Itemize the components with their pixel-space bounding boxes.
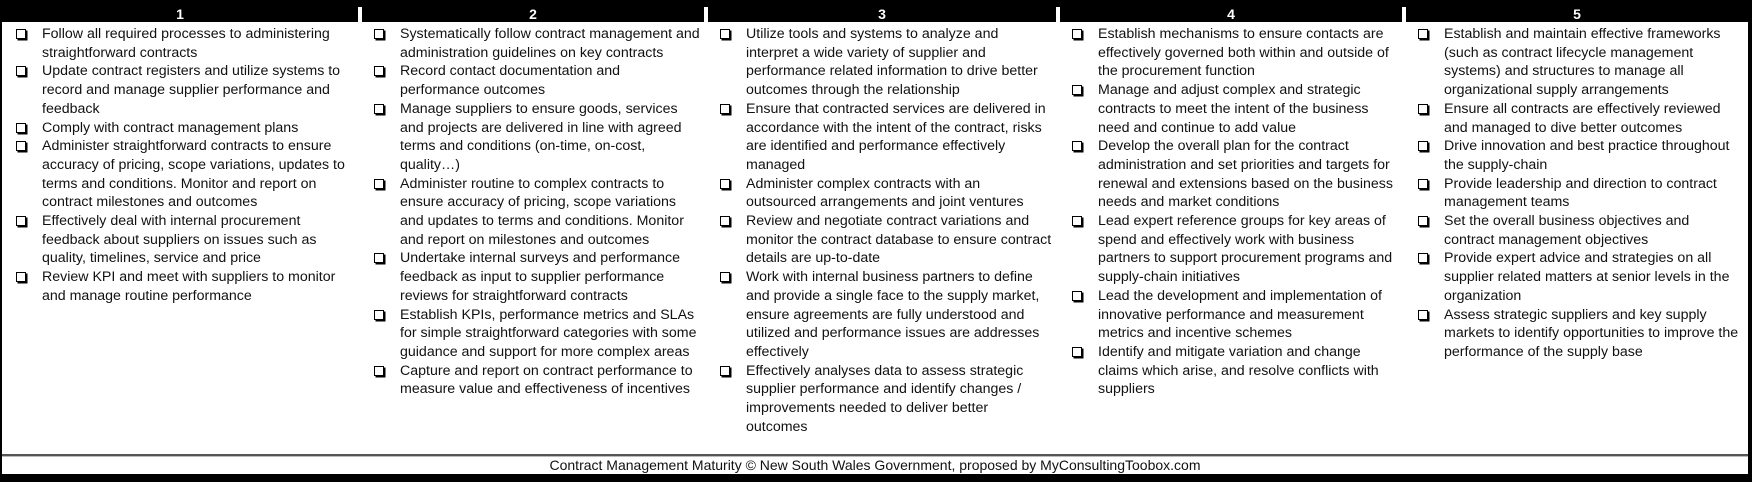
criteria-item bbox=[14, 268, 354, 305]
maturity-level-column-2 bbox=[360, 7, 706, 455]
checkbox-bullet-icon bbox=[1418, 104, 1428, 114]
maturity-matrix bbox=[2, 7, 1748, 474]
checkbox-bullet-icon bbox=[720, 29, 730, 39]
criteria-item bbox=[372, 25, 700, 62]
criteria-text: Record contact documentation and performance outcomes bbox=[400, 63, 621, 99]
criteria-text: Provide expert advice and strategies on all supplier related matters at senior levels in the organization bbox=[1444, 250, 1730, 304]
criteria-text: Establish and maintain effective frameworks (such as contract lifecycle management systems) and structures to manage all organizational supply arrangements bbox=[1444, 26, 1721, 99]
checkbox-bullet-icon bbox=[1418, 179, 1428, 189]
criteria-text: Update contract registers and utilize systems to record and manage supplier performance and feedback bbox=[42, 63, 341, 117]
criteria-text: Follow all required processes to administering straightforward contracts bbox=[42, 26, 330, 61]
checkbox-bullet-icon bbox=[720, 104, 730, 114]
checkbox-bullet-icon bbox=[374, 29, 384, 39]
criteria-text: Effectively deal with internal procurement feedback about suppliers on issues such as quality, timelines, service and price bbox=[42, 213, 317, 267]
checkbox-bullet-icon bbox=[720, 366, 730, 376]
maturity-columns bbox=[2, 7, 1748, 455]
criteria-list bbox=[2, 22, 360, 306]
criteria-item bbox=[14, 137, 354, 212]
criteria-item bbox=[14, 212, 354, 268]
criteria-text: Work with internal business partners to define and provide a single face to the supply market, ensure agreements are fully understood and utilized and performance issues are addresses effectively bbox=[746, 269, 1040, 360]
checkbox-bullet-icon bbox=[16, 141, 26, 151]
criteria-item bbox=[1416, 137, 1742, 174]
criteria-item bbox=[14, 25, 354, 62]
criteria-text: Administer complex contracts with an outsourced arrangements and joint ventures bbox=[746, 175, 1024, 211]
criteria-item bbox=[1416, 100, 1742, 137]
criteria-item bbox=[1070, 212, 1398, 287]
criteria-text: Review and negotiate contract variations and monitor the contract database to ensure contract details are up-to-date bbox=[746, 213, 1052, 267]
criteria-text: Systematically follow contract management and administration guidelines on key contracts bbox=[400, 26, 700, 61]
checkbox-bullet-icon bbox=[374, 66, 384, 76]
footer-caption: Contract Management Maturity © New South Wales Government, proposed by MyConsultingToobox.com bbox=[549, 457, 1201, 473]
level-header: 4 bbox=[1060, 7, 1402, 22]
criteria-item bbox=[1070, 25, 1398, 81]
checkbox-bullet-icon bbox=[374, 104, 384, 114]
checkbox-bullet-icon bbox=[1418, 253, 1428, 263]
criteria-text: Manage suppliers to ensure goods, services and projects are delivered in line with agreed terms and conditions (on-time, on-cost, quality…) bbox=[400, 100, 682, 173]
maturity-level-column-4 bbox=[1058, 7, 1404, 455]
criteria-item bbox=[14, 62, 354, 118]
checkbox-bullet-icon bbox=[16, 216, 26, 226]
checkbox-bullet-icon bbox=[1072, 291, 1082, 301]
checkbox-bullet-icon bbox=[1418, 310, 1428, 320]
criteria-list bbox=[360, 22, 706, 399]
criteria-text: Ensure all contracts are effectively reviewed and managed to dive better outcomes bbox=[1444, 100, 1721, 136]
criteria-item bbox=[1070, 137, 1398, 212]
criteria-text: Develop the overall plan for the contract administration and set priorities and targets for renewal and extensions based on the business needs and market conditions bbox=[1098, 138, 1393, 211]
criteria-item bbox=[372, 62, 700, 99]
checkbox-bullet-icon bbox=[1072, 347, 1082, 357]
checkbox-bullet-icon bbox=[1072, 216, 1082, 226]
checkbox-bullet-icon bbox=[374, 366, 384, 376]
criteria-item bbox=[372, 306, 700, 362]
criteria-text: Drive innovation and best practice throughout the supply-chain bbox=[1444, 138, 1730, 173]
maturity-level-column-5 bbox=[1404, 7, 1748, 455]
criteria-text: Lead the development and implementation of innovative performance and measurement metrics and incentive schemes bbox=[1098, 287, 1382, 342]
criteria-item bbox=[1416, 175, 1742, 212]
criteria-text: Administer routine to complex contracts to ensure accuracy of pricing, scope variations and updates to terms and conditions. Monitor and report on milestones and outcomes bbox=[400, 175, 684, 248]
criteria-text: Establish mechanisms to ensure contacts are effectively governed both within and outside of the procurement function bbox=[1098, 26, 1389, 80]
criteria-text: Utilize tools and systems to analyze and interpret a wide variety of supplier and performance related information to drive better outcomes through the relationship bbox=[746, 26, 1038, 99]
checkbox-bullet-icon bbox=[374, 179, 384, 189]
checkbox-bullet-icon bbox=[374, 253, 384, 263]
criteria-text: Ensure that contracted services are delivered in accordance with the intent of the contract, risks are identified and performance effectively managed bbox=[746, 100, 1046, 173]
criteria-item bbox=[1416, 212, 1742, 249]
checkbox-bullet-icon bbox=[16, 123, 26, 133]
checkbox-bullet-icon bbox=[1418, 29, 1428, 39]
criteria-item bbox=[1416, 306, 1742, 362]
checkbox-bullet-icon bbox=[374, 310, 384, 320]
criteria-item bbox=[718, 25, 1052, 100]
criteria-item bbox=[718, 362, 1052, 437]
checkbox-bullet-icon bbox=[1418, 141, 1428, 151]
bottom-border bbox=[0, 474, 1752, 482]
criteria-item bbox=[718, 100, 1052, 175]
checkbox-bullet-icon bbox=[1072, 85, 1082, 95]
checkbox-bullet-icon bbox=[1072, 29, 1082, 39]
criteria-item bbox=[1070, 287, 1398, 343]
criteria-text: Review KPI and meet with suppliers to monitor and manage routine performance bbox=[42, 269, 336, 304]
criteria-list bbox=[1404, 22, 1748, 362]
criteria-text: Manage and adjust complex and strategic contracts to meet the intent of the business need and continue to add value bbox=[1098, 82, 1369, 136]
checkbox-bullet-icon bbox=[720, 272, 730, 282]
criteria-item bbox=[1416, 249, 1742, 305]
criteria-item bbox=[372, 249, 700, 305]
checkbox-bullet-icon bbox=[16, 29, 26, 39]
criteria-text: Undertake internal surveys and performance feedback as input to supplier performance reviews for straightforward contracts bbox=[400, 250, 680, 304]
criteria-text: Establish KPIs, performance metrics and SLAs for simple straightforward categories with some guidance and support for more complex areas bbox=[400, 306, 697, 360]
criteria-text: Administer straightforward contracts to ensure accuracy of pricing, scope variations, updates to terms and conditions. Monitor and report on contract milestones and outcomes bbox=[42, 138, 345, 211]
level-header: 1 bbox=[2, 7, 358, 22]
criteria-list bbox=[706, 22, 1058, 436]
criteria-text: Lead expert reference groups for key areas of spend and effectively work with business partners to support procurement programs and supply-chain initiatives bbox=[1098, 213, 1393, 286]
criteria-text: Comply with contract management plans bbox=[42, 119, 299, 136]
maturity-level-column-3 bbox=[706, 7, 1058, 455]
criteria-list bbox=[1058, 22, 1404, 399]
level-header: 2 bbox=[362, 7, 704, 22]
criteria-item bbox=[14, 119, 354, 138]
checkbox-bullet-icon bbox=[1418, 216, 1428, 226]
criteria-text: Effectively analyses data to assess strategic supplier performance and identify changes / improvements needed to deliver better outcomes bbox=[746, 362, 1024, 435]
checkbox-bullet-icon bbox=[16, 272, 26, 282]
criteria-text: Provide leadership and direction to contract management teams bbox=[1444, 175, 1717, 211]
checkbox-bullet-icon bbox=[16, 66, 26, 76]
checkbox-bullet-icon bbox=[720, 179, 730, 189]
checkbox-bullet-icon bbox=[720, 216, 730, 226]
criteria-text: Assess strategic suppliers and key supply markets to identify opportunities to improve the performance of the supply base bbox=[1444, 306, 1739, 360]
criteria-item bbox=[372, 100, 700, 175]
criteria-item bbox=[372, 362, 700, 399]
checkbox-bullet-icon bbox=[1072, 141, 1082, 151]
criteria-text: Capture and report on contract performance to measure value and effectiveness of incentives bbox=[400, 362, 693, 398]
criteria-item bbox=[1416, 25, 1742, 100]
level-header: 3 bbox=[708, 7, 1056, 22]
criteria-item bbox=[372, 175, 700, 250]
criteria-item bbox=[718, 175, 1052, 212]
criteria-text: Identify and mitigate variation and change claims which arise, and resolve conflicts with suppliers bbox=[1098, 343, 1379, 398]
level-header: 5 bbox=[1406, 7, 1748, 22]
maturity-level-column-1 bbox=[2, 7, 360, 455]
criteria-text: Set the overall business objectives and contract management objectives bbox=[1444, 213, 1690, 248]
criteria-item bbox=[1070, 343, 1398, 399]
criteria-item bbox=[718, 212, 1052, 268]
criteria-item bbox=[1070, 81, 1398, 137]
criteria-item bbox=[718, 268, 1052, 362]
